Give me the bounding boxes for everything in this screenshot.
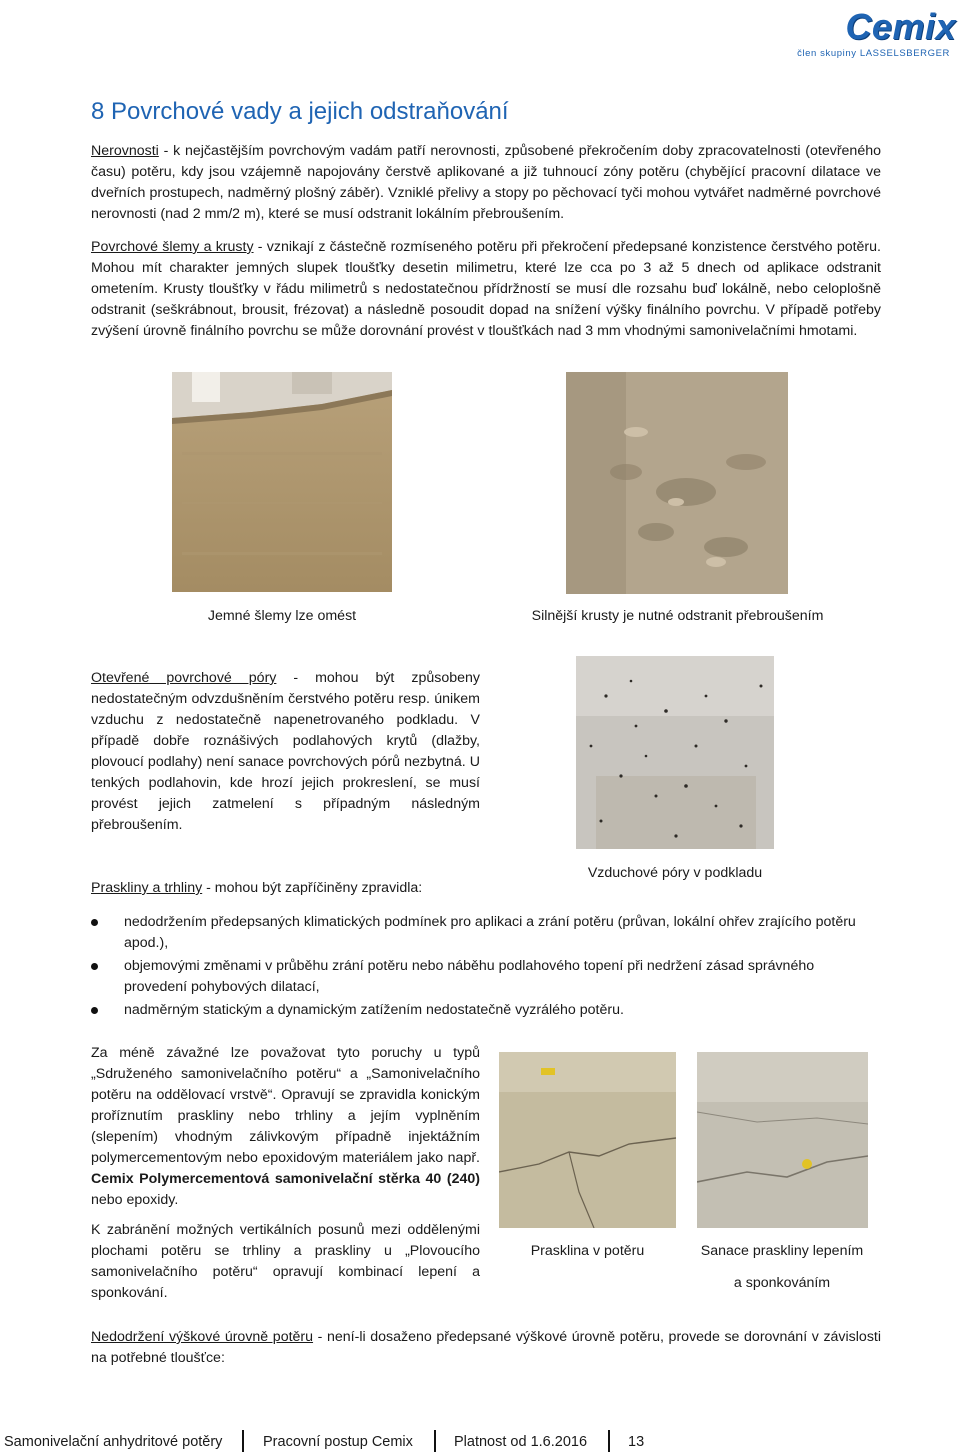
unevenness-term: Nerovnosti (91, 143, 159, 159)
laitance-paragraph (91, 237, 881, 342)
page-number: 13 (628, 1434, 645, 1450)
photo-fine-laitance (172, 372, 392, 592)
caption-air-pores: Vzduchové póry v podkladu (587, 865, 763, 881)
cracks-repair-paragraph: Za méně závažné lze považovat tyto poruchy u typů „Sdruženého samonivelačního potěru“ a „Samonivelačního potěru na oddělovací vrstvě“. Opravují se zpravidla konickým proříznutím praskliny nebo trhliny a jejím vyplněním (slepením) vhodným zálivkovým případně injektážním polymercementovým nebo epoxidovým materiálem jako např. Cemix Polymercementová samonivelační stěrka 40 (240) nebo epoxidy. (91, 1045, 480, 1208)
cemix-logo (796, 8, 956, 64)
caption-crack-repair-2: a sponkováním (733, 1275, 831, 1291)
section-heading: 8 Povrchové vady a jejich odstraňování (91, 98, 509, 125)
photo-crack (499, 1052, 676, 1228)
height-term: Nedodržení výškové úrovně potěru (91, 1329, 314, 1345)
caption-crack: Prasklina v potěru (530, 1243, 645, 1259)
caption-fine-laitance: Jemné šlemy lze omést (207, 608, 357, 624)
photo-thick-crusts (566, 372, 788, 594)
list-item: nadměrným statickým a dynamickým zatížením nedostatečně vyzrálého potěru. (91, 1000, 881, 1021)
pores-paragraph (91, 668, 480, 836)
footer-divider (608, 1430, 610, 1452)
photo-crack-repair (697, 1052, 868, 1228)
list-item: nedodržením předepsaných klimatických podmínek pro aplikaci a zrání potěru (průvan, lokální ohřev zrajícího potěru apod.), (91, 912, 881, 954)
caption-crack-repair-1: Sanace praskliny lepením (700, 1243, 864, 1259)
caption-thick-crusts: Silnější krusty je nutné odstranit přebroušením (531, 608, 824, 624)
cracks-term: Praskliny a trhliny (91, 880, 203, 896)
pores-term: Otevřené povrchové póry (91, 670, 277, 686)
laitance-text: - vznikají z částečně rozmíseného potěru při překročení předepsané konzistence čerstvého potěru. Mohou mít charakter jemných slupek tloušťky desetin milimetru, které lze cca po 3 až 5 dnech od aplikace odstranit ometením. Krusty tloušťky v řádu milimetrů s nedostatečnou přídržností se musí dle rozsahu buď lokálně, nebo celoplošně odstranit (seškrábnout, brousit, frézovat) a následně posoudit dopad na snížení výšky finálního povrchu. V případě potřeby zvýšení úrovně finálního povrchu se může dorovnání provést v tloušťkách nad 3 mm vhodnými samonivelačními hmotami. (91, 239, 881, 339)
unevenness-paragraph (91, 141, 881, 225)
footer-document: Samonivelační anhydritové potěry (4, 1434, 223, 1450)
logo-tagline: člen skupiny LASSELSBERGER (797, 48, 950, 59)
list-item: objemovými změnami v průběhu zrání potěru nebo náběhu podlahového topení při nedržení zásad správného provedení pohybových dilatací, (91, 956, 881, 998)
bullet-icon (91, 919, 98, 926)
cracks-intro (91, 878, 591, 899)
photo-air-pores (576, 656, 774, 849)
logo-wordmark: Cemix (845, 6, 956, 47)
footer-divider (434, 1430, 436, 1452)
laitance-term: Povrchové šlemy a krusty (91, 239, 254, 255)
cracks-causes-list (91, 912, 881, 1023)
cracks-text: - mohou být zapříčiněny zpravidla: (202, 880, 423, 896)
unevenness-text: - k nejčastějším povrchovým vadám patří nerovnosti, způsobené překročením doby zpracovatelnosti (otevřeného času) potěru, kdy jsou vzájemně napojovány čerstvě aplikované a již tuhnoucí zóny potěru (chybějící pracovní dilatace ve dveřních prostupech, nadměrný plošný záběr). Vzniklé přelivy a stopy po pěchovací tyči mohou vytvářet nadměrné povrchové nerovnosti (nad 2 mm/2 m), které se musí odstranit lokálním přebroušením. (91, 143, 881, 222)
bullet-icon (91, 963, 98, 970)
footer-divider (242, 1430, 244, 1452)
footer-procedure: Pracovní postup Cemix (263, 1434, 413, 1450)
bullet-icon (91, 1007, 98, 1014)
page-footer (0, 1426, 960, 1452)
footer-validity: Platnost od 1.6.2016 (454, 1434, 588, 1450)
height-text: - není-li dosaženo předepsané výškové úrovně potěru, provede se dorovnání v závislosti na potřebné tloušťce: (91, 1329, 882, 1366)
product-name: Cemix Polymercementová samonivelační stěrka 40 (240) (91, 1171, 480, 1187)
pores-text: - mohou být způsobeny nedostatečným odvzdušněním čerstvého potěru resp. únikem vzduchu z nedostatečně napenetrovaného podkladu. V případě dobře roznášivých podlahových krytů (dlažby, plovoucí podlahy) není sanace povrchových pórů nezbytná. U tenkých podlahovin, kde hrozí jejich prokreslení, se musí provést jejich zatmelení s případným následným přebroušením. (91, 670, 480, 833)
height-paragraph (91, 1327, 881, 1369)
floating-screed-paragraph: K zabránění možných vertikálních posunů mezi oddělenými plochami potěru se trhliny a praskliny u „Plovoucího samonivelačního potěru“ opravují kombinací lepení a sponkování. (91, 1222, 480, 1301)
